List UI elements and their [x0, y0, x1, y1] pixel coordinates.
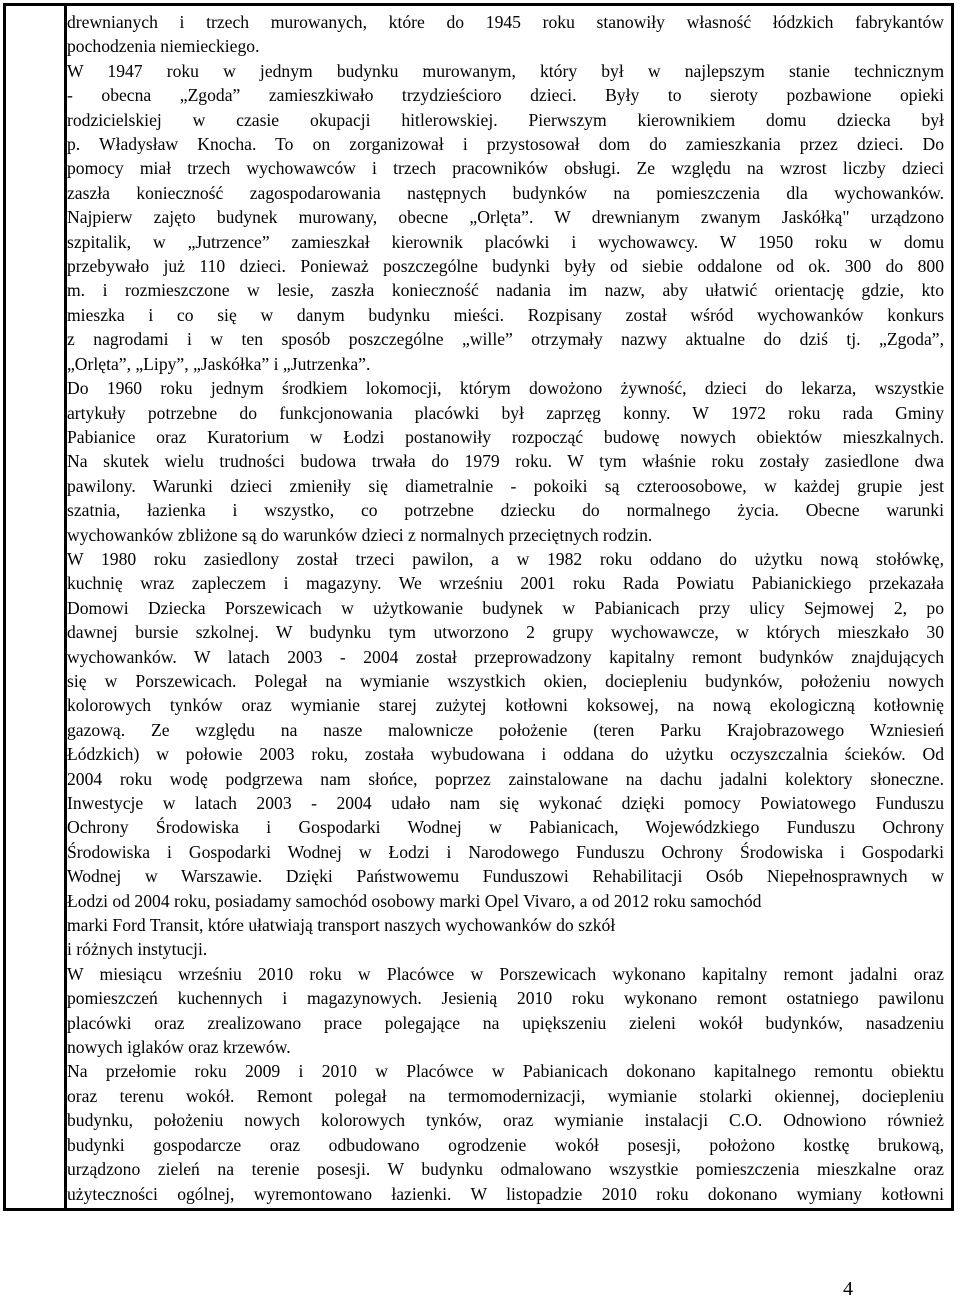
text-line: dawnej bursie szkolnej. W budynku tym utworzono 2 grupy wychowawcze, w których mieszkało 30: [67, 622, 944, 643]
text-line: oraz terenu wokół. Remont polegał na termomodernizacji, wymianie stolarki okiennej, dociepleniu: [67, 1085, 944, 1106]
text-line: placówki oraz zrealizowano prace polegające na upiększeniu zieleni wokół budynków, nasadzeniu: [67, 1012, 944, 1033]
text-line: Środowiska i Gospodarki Wodnej w Łodzi i Narodowego Funduszu Ochrony Środowiska i Gospodarki: [67, 841, 944, 862]
text-line: gazową. Ze względu na nasze malownicze położenie (teren Parku Krajobrazowego Wzniesień: [67, 719, 944, 740]
text-line: budynku, położeniu nowych kolorowych tynków, oraz wymianie instalacji C.O. Odnowiono również: [67, 1110, 944, 1131]
text-line: użyteczności ogólnej, wyremontowano łazienki. W listopadzie 2010 roku dokonano wymiany kotłowni: [67, 1183, 944, 1204]
text-line: W 1947 roku w jednym budynku murowanym, który był w najlepszym stanie technicznym: [67, 60, 944, 81]
text-line: i różnych instytucji.: [67, 939, 208, 960]
text-line: W miesiącu wrześniu 2010 roku w Placówce w Porszewicach wykonano kapitalny remont jadalni oraz: [67, 963, 944, 984]
text-line: szatnia, łazienka i wszystko, co potrzebne dziecku do normalnego życia. Obecne warunki: [67, 500, 944, 521]
text-line: pomieszczeń kuchennych i magazynowych. Jesienią 2010 roku wykonano remont ostatniego pawilonu: [67, 988, 944, 1009]
text-line: W 1980 roku zasiedlony został trzeci pawilon, a w 1982 roku oddano do użytku nową stołówkę,: [67, 548, 944, 569]
text-line: nowych iglaków oraz krzewów.: [67, 1037, 291, 1058]
text-line: wychowanków. W latach 2003 - 2004 został przeprowadzony kapitalny remont budynków znajdujących: [67, 646, 944, 667]
text-line: z nagrodami i w ten sposób poszczególne „wille” otrzymały nazwy aktualne do dziś tj. „Zgoda”,: [67, 329, 944, 350]
text-line: - obecna „Zgoda” zamieszkiwało trzydzieścioro dzieci. Były to sieroty pozbawione opieki: [67, 85, 944, 106]
text-line: Na skutek wielu trudności budowa trwała do 1979 roku. W tym właśnie roku zostały zasiedlone dwa: [67, 451, 944, 472]
text-line: pawilony. Warunki dzieci zmieniły się diametralnie - pokoiki są czteroosobowe, w każdej grupie jest: [67, 475, 944, 496]
text-line: marki Ford Transit, które ułatwiają transport naszych wychowanków do szkół: [67, 915, 616, 936]
text-line: szpitalik, w „Jutrzence” zamieszkał kierownik placówki i wychowawcy. W 1950 roku w domu: [67, 231, 944, 252]
text-line: drewnianych i trzech murowanych, które do 1945 roku stanowiły własność łódzkich fabrykantów: [67, 12, 944, 32]
text-line: przebywało już 110 dzieci. Ponieważ poszczególne budynki były od siebie oddalone od ok. 300 do 800: [67, 256, 944, 277]
text-line: p. Władysław Knocha. To on zorganizował i przystosował dom do zamieszkania przez dzieci. Do: [67, 134, 944, 155]
text-line: Domowi Dziecka Porszewicach w użytkowanie budynek w Pabianicach przy ulicy Sejmowej 2, po: [67, 597, 944, 618]
text-line: Ochrony Środowiska i Gospodarki Wodnej w Pabianicach, Wojewódzkiego Funduszu Ochrony: [67, 817, 944, 838]
text-line: mieszka i co się w danym budynku mieści. Rozpisany został wśród wychowanków konkurs: [67, 304, 944, 325]
text-line: zaszła konieczność zagospodarowania następnych budynków na pomieszczenia dla wychowanków.: [67, 182, 944, 203]
text-line: Łódzkich) w połowie 2003 roku, została wybudowana i oddana do użytku oczyszczalnia ścieków. Od: [67, 744, 944, 765]
text-line: Najpierw zajęto budynek murowany, obecne „Orlęta”. W drewnianym zwanym Jaskółką" urządzono: [67, 207, 944, 228]
text-line: m. i rozmieszczone w lesie, zaszła konieczność nadania im nazw, aby ułatwić orientację gdzie, kto: [67, 280, 944, 301]
body-text: [67, 10, 944, 1206]
text-line: Inwestycje w latach 2003 - 2004 udało nam się wykonać dzięki pomocy Powiatowego Funduszu: [67, 793, 944, 813]
text-line: urządzono zieleń na terenie posesji. W budynku odmalowano wszystkie pomieszczenia mieszkalne oraz: [67, 1159, 944, 1180]
text-line: Do 1960 roku jednym środkiem lokomocji, którym dowożono żywność, dzieci do lekarza, wszystkie: [67, 378, 944, 399]
text-line: kolorowych tynków oraz wymianie starej zużytej kotłowni koksowej, na nową ekologiczną kotłownię: [67, 695, 944, 716]
text-line: się w Porszewicach. Polegał na wymianie wszystkich okien, dociepleniu budynków, położeniu nowych: [67, 670, 944, 691]
page-number: 4: [843, 1278, 853, 1300]
text-line: pochodzenia niemieckiego.: [67, 36, 260, 57]
text-line: rodzicielskiej w czasie okupacji hitlerowskiej. Pierwszym kierownikiem domu dziecka był: [67, 109, 944, 130]
text-line: Łodzi od 2004 roku, posiadamy samochód osobowy marki Opel Vivaro, a od 2012 roku samochód: [67, 890, 762, 911]
text-line: kuchnię wraz zapleczem i magazyny. We wrześniu 2001 roku Rada Powiatu Pabianickiego przekazała: [67, 573, 944, 594]
text-line: budynki gospodarcze oraz odbudowano ogrodzenie wokół posesji, położono kostkę brukową,: [67, 1134, 944, 1155]
text-line: Wodnej w Warszawie. Dzięki Państwowemu Funduszowi Rehabilitacji Osób Niepełnosprawnych w: [67, 866, 944, 887]
text-line: Na przełomie roku 2009 i 2010 w Placówce w Pabianicach dokonano kapitalnego remontu obiektu: [67, 1061, 944, 1082]
text-line: wychowanków zbliżone są do warunków dzieci z normalnych przeciętnych rodzin.: [67, 524, 653, 545]
text-line: 2004 roku wodę podgrzewa nam słońce, poprzez zainstalowane na dachu jadalni kolektory słoneczne.: [67, 768, 944, 789]
text-line: pomocy miał trzech wychowawców i trzech pracowników obsługi. Ze względu na wzrost liczby dzieci: [67, 158, 944, 179]
margin-column: [6, 6, 67, 1208]
text-line: artykuły potrzebne do funkcjonowania placówki był zaprzęg konny. W 1972 roku rada Gminy: [67, 402, 944, 423]
text-line: „Orlęta”, „Lipy”, „Jaskółka” i „Jutrzenka”.: [67, 353, 371, 374]
text-line: Pabianice oraz Kuratorium w Łodzi postanowiły rozpocząć budowę nowych obiektów mieszkalnych.: [67, 426, 944, 447]
